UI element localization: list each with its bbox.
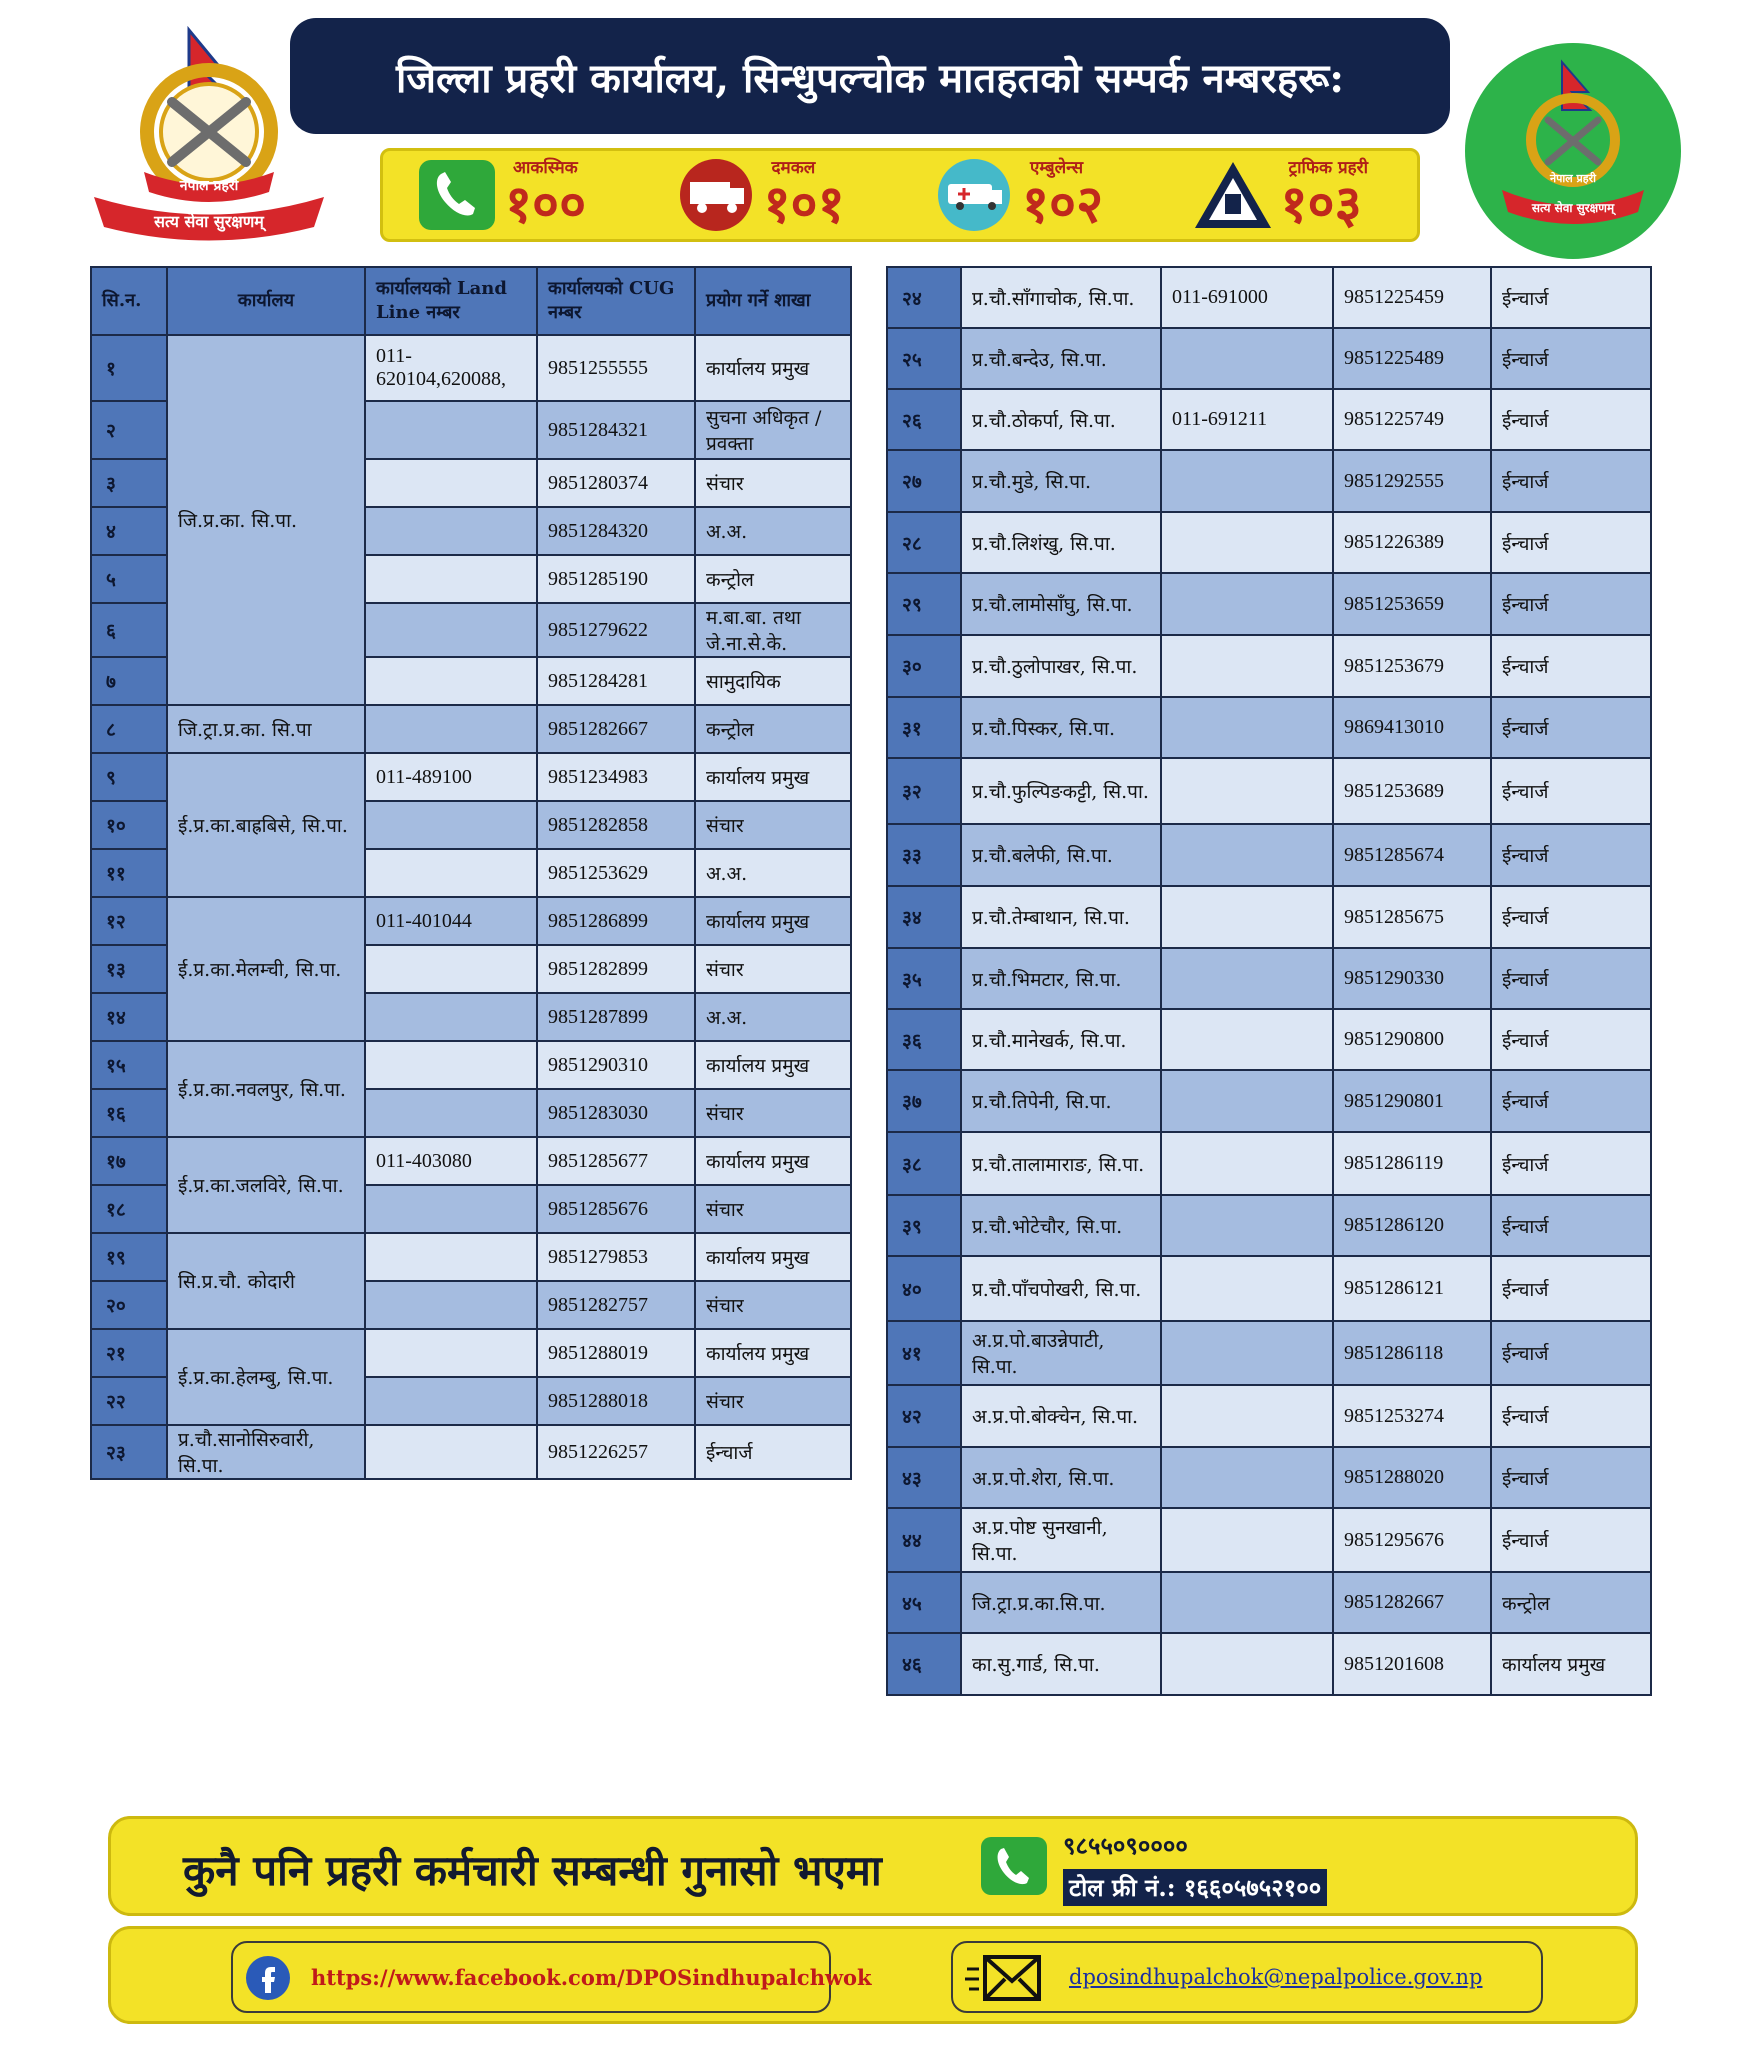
- col-header-sn: सि.न.: [91, 267, 167, 335]
- branch: ईन्चार्ज: [1491, 267, 1651, 328]
- landline-number: [365, 1233, 537, 1281]
- cug-number: 9851286119: [1333, 1132, 1491, 1195]
- office-name: प्र.चौ.तालामाराङ, सि.पा.: [961, 1132, 1161, 1195]
- office-name: प्र.चौ.मानेखर्क, सि.पा.: [961, 1009, 1161, 1070]
- landline-number: [365, 459, 537, 507]
- cug-number: 9851253659: [1333, 573, 1491, 635]
- landline-number: [365, 1425, 537, 1479]
- table-row: [887, 1256, 1651, 1321]
- cug-number: 9851286120: [1333, 1195, 1491, 1256]
- serial-number: ३७: [887, 1070, 961, 1132]
- table-row: [887, 635, 1651, 697]
- contacts-table-right: [886, 266, 1652, 1696]
- branch: कार्यालय प्रमुख: [695, 1329, 851, 1377]
- serial-number: २२: [91, 1377, 167, 1425]
- branch: ईन्चार्ज: [1491, 886, 1651, 948]
- landline-number: [1161, 1572, 1333, 1633]
- contacts-table-left: [90, 266, 852, 1480]
- office-name: सि.प्र.चौ. कोदारी: [167, 1233, 365, 1329]
- table-row: [91, 1137, 851, 1185]
- landline-number: [1161, 758, 1333, 824]
- cug-number: 9851226257: [537, 1425, 695, 1479]
- landline-number: [1161, 1132, 1333, 1195]
- cug-number: 9851288018: [537, 1377, 695, 1425]
- landline-number: [1161, 1447, 1333, 1508]
- emergency-label: एम्बुलेन्स: [1030, 157, 1084, 178]
- cug-number: 9851282667: [1333, 1572, 1491, 1633]
- emergency-item[interactable]: [642, 151, 901, 239]
- office-name: प्र.चौ.सानोसिरुवारी, सि.पा.: [167, 1425, 365, 1479]
- landline-number: [365, 945, 537, 993]
- branch: कन्ट्रोल: [1491, 1572, 1651, 1633]
- office-name: का.सु.गार्ड, सि.पा.: [961, 1633, 1161, 1695]
- toll-free-number[interactable]: टोल फ्री नं.: १६६०५७५२१००: [1063, 1869, 1327, 1906]
- serial-number: ४२: [887, 1385, 961, 1447]
- office-name: प्र.चौ.भिमटार, सि.पा.: [961, 948, 1161, 1009]
- table-row: [887, 389, 1651, 450]
- office-name: अ.प्र.पो.बाउन्नेपाटी, सि.पा.: [961, 1321, 1161, 1385]
- cug-number: 9851285677: [537, 1137, 695, 1185]
- branch: ईन्चार्ज: [1491, 824, 1651, 886]
- branch: ईन्चार्ज: [1491, 450, 1651, 512]
- branch: संचार: [695, 801, 851, 849]
- table-row: [887, 886, 1651, 948]
- table-row: [887, 1132, 1651, 1195]
- branch: संचार: [695, 1089, 851, 1137]
- serial-number: २६: [887, 389, 961, 450]
- emergency-label: दमकल: [771, 157, 816, 178]
- social-bar: [108, 1926, 1638, 2024]
- col-header-branch: प्रयोग गर्ने शाखा: [695, 267, 851, 335]
- serial-number: ३३: [887, 824, 961, 886]
- branch: ईन्चार्ज: [1491, 573, 1651, 635]
- cug-number: 9851225459: [1333, 267, 1491, 328]
- table-row: [887, 450, 1651, 512]
- table-row: [91, 1329, 851, 1377]
- emergency-number: १०३: [1280, 173, 1362, 235]
- landline-number: [1161, 1633, 1333, 1695]
- table-row: [91, 335, 851, 401]
- cug-number: 9851288020: [1333, 1447, 1491, 1508]
- branch: अ.अ.: [695, 993, 851, 1041]
- table-row: [887, 697, 1651, 758]
- serial-number: १०: [91, 801, 167, 849]
- landline-number: [365, 801, 537, 849]
- emergency-label: ट्राफिक प्रहरी: [1288, 157, 1369, 178]
- serial-number: ३१: [887, 697, 961, 758]
- serial-number: २०: [91, 1281, 167, 1329]
- table-row: [887, 1009, 1651, 1070]
- office-name: जि.ट्रा.प्र.का. सि.पा: [167, 705, 365, 753]
- landline-number: [1161, 635, 1333, 697]
- table-row: [91, 705, 851, 753]
- branch: ईन्चार्ज: [1491, 697, 1651, 758]
- cug-number: 9851282858: [537, 801, 695, 849]
- cug-number: 9851282757: [537, 1281, 695, 1329]
- serial-number: ४५: [887, 1572, 961, 1633]
- landline-number: [365, 1377, 537, 1425]
- branch: कार्यालय प्रमुख: [695, 1041, 851, 1089]
- cug-number: 9851282667: [537, 705, 695, 753]
- serial-number: ९: [91, 753, 167, 801]
- emergency-item[interactable]: [1159, 151, 1418, 239]
- office-name: प्र.चौ.ठोकर्पा, सि.पा.: [961, 389, 1161, 450]
- landline-number: 011-691211: [1161, 389, 1333, 450]
- serial-number: ४३: [887, 1447, 961, 1508]
- office-name: ई.प्र.का.जलविरे, सि.पा.: [167, 1137, 365, 1233]
- branch: कन्ट्रोल: [695, 705, 851, 753]
- office-name: प्र.चौ.तिपेनी, सि.पा.: [961, 1070, 1161, 1132]
- branch: कार्यालय प्रमुख: [695, 753, 851, 801]
- landline-number: [1161, 1009, 1333, 1070]
- col-header-office: कार्यालय: [167, 267, 365, 335]
- office-name: ई.प्र.का.हेलम्बु, सि.पा.: [167, 1329, 365, 1425]
- cug-number: 9851234983: [537, 753, 695, 801]
- serial-number: २१: [91, 1329, 167, 1377]
- col-header-landline: कार्यालयको Land Line नम्बर: [365, 267, 537, 335]
- serial-number: ३: [91, 459, 167, 507]
- cug-number: 9851226389: [1333, 512, 1491, 573]
- office-name: ई.प्र.का.बाह्रबिसे, सि.पा.: [167, 753, 365, 897]
- branch: कार्यालय प्रमुख: [695, 1233, 851, 1281]
- table-row: [887, 267, 1651, 328]
- table-row: [91, 897, 851, 945]
- landline-number: [365, 1041, 537, 1089]
- cug-number: 9851282899: [537, 945, 695, 993]
- landline-number: [1161, 328, 1333, 389]
- serial-number: ३६: [887, 1009, 961, 1070]
- grievance-text: कुनै पनि प्रहरी कर्मचारी सम्बन्धी गुनासो भएमा: [183, 1846, 882, 1895]
- serial-number: ३८: [887, 1132, 961, 1195]
- fire-truck-icon: [674, 156, 758, 234]
- office-name: प्र.चौ.पिस्कर, सि.पा.: [961, 697, 1161, 758]
- serial-number: २७: [887, 450, 961, 512]
- landline-number: [365, 401, 537, 459]
- serial-number: ६: [91, 603, 167, 657]
- branch: ईन्चार्ज: [1491, 1256, 1651, 1321]
- cug-number: 9851288019: [537, 1329, 695, 1377]
- serial-number: ३५: [887, 948, 961, 1009]
- landline-number: [1161, 450, 1333, 512]
- page-title: जिल्ला प्रहरी कार्यालय, सिन्धुपल्चोक मातहतको सम्पर्क नम्बरहरू:: [290, 18, 1450, 134]
- table-row: [887, 1385, 1651, 1447]
- landline-number: [365, 1185, 537, 1233]
- office-name: अ.प्र.पो.बोक्चेन, सि.पा.: [961, 1385, 1161, 1447]
- branch: कार्यालय प्रमुख: [695, 335, 851, 401]
- landline-number: [1161, 512, 1333, 573]
- office-name: प्र.चौ.ठुलोपाखर, सि.पा.: [961, 635, 1161, 697]
- branch: संचार: [695, 945, 851, 993]
- table-row: [887, 1447, 1651, 1508]
- landline-number: 011-620104,620088,: [365, 335, 537, 401]
- branch: ईन्चार्ज: [1491, 948, 1651, 1009]
- serial-number: २८: [887, 512, 961, 573]
- branch: ईन्चार्ज: [1491, 389, 1651, 450]
- grievance-mobile-number[interactable]: ९८५५०९००००: [1063, 1834, 1188, 1860]
- landline-number: [1161, 573, 1333, 635]
- branch: सामुदायिक: [695, 657, 851, 705]
- serial-number: ३२: [887, 758, 961, 824]
- cug-number: 9851290800: [1333, 1009, 1491, 1070]
- cug-number: 9851255555: [537, 335, 695, 401]
- table-row: [887, 824, 1651, 886]
- emergency-item[interactable]: [900, 151, 1159, 239]
- office-name: जि.प्र.का. सि.पा.: [167, 335, 365, 705]
- facebook-icon: [245, 1955, 291, 2001]
- serial-number: १८: [91, 1185, 167, 1233]
- table-row: [887, 1070, 1651, 1132]
- office-name: अ.प्र.पो.शेरा, सि.पा.: [961, 1447, 1161, 1508]
- serial-number: १९: [91, 1233, 167, 1281]
- serial-number: ४६: [887, 1633, 961, 1695]
- landline-number: [1161, 1321, 1333, 1385]
- landline-number: 011-691000: [1161, 267, 1333, 328]
- branch: संचार: [695, 459, 851, 507]
- landline-number: 011-403080: [365, 1137, 537, 1185]
- landline-number: 011-401044: [365, 897, 537, 945]
- cug-number: 9851279853: [537, 1233, 695, 1281]
- branch: ईन्चार्ज: [1491, 1447, 1651, 1508]
- emergency-number: १००: [505, 173, 587, 235]
- cug-number: 9851285676: [537, 1185, 695, 1233]
- cug-number: 9851284281: [537, 657, 695, 705]
- cug-number: 9851290310: [537, 1041, 695, 1089]
- cug-number: 9851283030: [537, 1089, 695, 1137]
- branch: अ.अ.: [695, 849, 851, 897]
- office-name: प्र.चौ.लामोसाँघु, सि.पा.: [961, 573, 1161, 635]
- branch: ईन्चार्ज: [1491, 328, 1651, 389]
- cug-number: 9851292555: [1333, 450, 1491, 512]
- serial-number: ४०: [887, 1256, 961, 1321]
- branch: संचार: [695, 1377, 851, 1425]
- branch: अ.अ.: [695, 507, 851, 555]
- phone-icon: [979, 1835, 1049, 1897]
- cug-number: 9851290801: [1333, 1070, 1491, 1132]
- nepal-police-emblem-right: [1462, 40, 1684, 262]
- serial-number: २: [91, 401, 167, 459]
- branch: सुचना अधिकृत /प्रवक्ता: [695, 401, 851, 459]
- serial-number: १४: [91, 993, 167, 1041]
- serial-number: १२: [91, 897, 167, 945]
- ambulance-icon: [932, 156, 1016, 234]
- office-name: जि.ट्रा.प्र.का.सि.पा.: [961, 1572, 1161, 1633]
- table-row: [91, 1041, 851, 1089]
- facebook-link-box[interactable]: [231, 1941, 872, 2013]
- cug-number: 9851290330: [1333, 948, 1491, 1009]
- branch: म.बा.बा. तथा जे.ना.से.के.: [695, 603, 851, 657]
- cug-number: 9851285190: [537, 555, 695, 603]
- landline-number: [365, 555, 537, 603]
- office-name: प्र.चौ.बन्देउ, सि.पा.: [961, 328, 1161, 389]
- phone-icon: [415, 156, 499, 234]
- landline-number: [365, 849, 537, 897]
- landline-number: [365, 705, 537, 753]
- svg-text:सत्य सेवा सुरक्षणम्: सत्य सेवा सुरक्षणम्: [154, 212, 264, 231]
- cug-number: 9851201608: [1333, 1633, 1491, 1695]
- landline-number: [365, 603, 537, 657]
- branch: ईन्चार्ज: [1491, 512, 1651, 573]
- email-link-box[interactable]: [951, 1941, 1543, 2013]
- branch: ईन्चार्ज: [1491, 635, 1651, 697]
- table-row: [887, 1508, 1651, 1572]
- branch: ईन्चार्ज: [1491, 1195, 1651, 1256]
- serial-number: ४४: [887, 1508, 961, 1572]
- landline-number: [1161, 1070, 1333, 1132]
- svg-text:नेपाल प्रहरी: नेपाल प्रहरी: [179, 178, 239, 194]
- office-name: प्र.चौ.फुल्पिङकट्टी, सि.पा.: [961, 758, 1161, 824]
- envelope-icon: [963, 1951, 1043, 2007]
- table-row: [887, 573, 1651, 635]
- grievance-banner: [108, 1816, 1638, 1916]
- serial-number: २३: [91, 1425, 167, 1479]
- cug-number: 9851286118: [1333, 1321, 1491, 1385]
- cug-number: 9851287899: [537, 993, 695, 1041]
- office-name: प्र.चौ.भोटेचौर, सि.पा.: [961, 1195, 1161, 1256]
- table-row: [91, 1425, 851, 1479]
- cug-number: 9851285674: [1333, 824, 1491, 886]
- facebook-url[interactable]: https://www.facebook.com/DPOSindhupalchwok: [311, 1965, 872, 1990]
- cug-number: 9851225749: [1333, 389, 1491, 450]
- branch: ईन्चार्ज: [1491, 1070, 1651, 1132]
- office-name: अ.प्र.पोष्ट सुनखानी, सि.पा.: [961, 1508, 1161, 1572]
- table-row: [91, 753, 851, 801]
- landline-number: [1161, 824, 1333, 886]
- table-row: [887, 758, 1651, 824]
- cug-number: 9851286899: [537, 897, 695, 945]
- branch: ईन्चार्ज: [695, 1425, 851, 1479]
- traffic-police-icon: [1191, 156, 1275, 234]
- emergency-item[interactable]: [383, 151, 642, 239]
- branch: कन्ट्रोल: [695, 555, 851, 603]
- landline-number: [1161, 1385, 1333, 1447]
- serial-number: ३९: [887, 1195, 961, 1256]
- table-row: [887, 1572, 1651, 1633]
- serial-number: २४: [887, 267, 961, 328]
- office-name: प्र.चौ.लिशंखु, सि.पा.: [961, 512, 1161, 573]
- landline-number: [365, 657, 537, 705]
- cug-number: 9851253679: [1333, 635, 1491, 697]
- table-header-row: [91, 267, 851, 335]
- landline-number: [365, 507, 537, 555]
- landline-number: 011-489100: [365, 753, 537, 801]
- office-name: ई.प्र.का.नवलपुर, सि.पा.: [167, 1041, 365, 1137]
- serial-number: १५: [91, 1041, 167, 1089]
- emergency-number: १०२: [1022, 173, 1104, 235]
- table-row: [887, 1633, 1651, 1695]
- serial-number: १७: [91, 1137, 167, 1185]
- branch: ईन्चार्ज: [1491, 1009, 1651, 1070]
- landline-number: [1161, 886, 1333, 948]
- serial-number: १: [91, 335, 167, 401]
- branch: ईन्चार्ज: [1491, 758, 1651, 824]
- cug-number: 9851253689: [1333, 758, 1491, 824]
- emergency-label: आकस्मिक: [513, 157, 578, 178]
- landline-number: [1161, 1195, 1333, 1256]
- serial-number: ३४: [887, 886, 961, 948]
- cug-number: 9869413010: [1333, 697, 1491, 758]
- serial-number: १३: [91, 945, 167, 993]
- office-name: प्र.चौ.मुडे, सि.पा.: [961, 450, 1161, 512]
- branch: ईन्चार्ज: [1491, 1321, 1651, 1385]
- landline-number: [365, 993, 537, 1041]
- cug-number: 9851286121: [1333, 1256, 1491, 1321]
- branch: कार्यालय प्रमुख: [695, 897, 851, 945]
- cug-number: 9851295676: [1333, 1508, 1491, 1572]
- branch: कार्यालय प्रमुख: [1491, 1633, 1651, 1695]
- landline-number: [365, 1089, 537, 1137]
- table-row: [887, 1195, 1651, 1256]
- serial-number: ४: [91, 507, 167, 555]
- cug-number: 9851285675: [1333, 886, 1491, 948]
- office-name: ई.प्र.का.मेलम्ची, सि.पा.: [167, 897, 365, 1041]
- serial-number: ११: [91, 849, 167, 897]
- email-address[interactable]: dposindhupalchok@nepalpolice.gov.np: [1069, 1965, 1483, 1989]
- cug-number: 9851225489: [1333, 328, 1491, 389]
- serial-number: १६: [91, 1089, 167, 1137]
- office-name: प्र.चौ.साँगाचोक, सि.पा.: [961, 267, 1161, 328]
- landline-number: [365, 1281, 537, 1329]
- svg-text:नेपाल प्रहरी: नेपाल प्रहरी: [1550, 172, 1596, 185]
- emergency-numbers-bar: [380, 148, 1420, 242]
- serial-number: २५: [887, 328, 961, 389]
- office-name: प्र.चौ.पाँचपोखरी, सि.पा.: [961, 1256, 1161, 1321]
- landline-number: [365, 1329, 537, 1377]
- branch: ईन्चार्ज: [1491, 1508, 1651, 1572]
- landline-number: [1161, 1508, 1333, 1572]
- table-row: [887, 328, 1651, 389]
- col-header-cug: कार्यालयको CUG नम्बर: [537, 267, 695, 335]
- landline-number: [1161, 697, 1333, 758]
- cug-number: 9851280374: [537, 459, 695, 507]
- cug-number: 9851284320: [537, 507, 695, 555]
- landline-number: [1161, 948, 1333, 1009]
- cug-number: 9851253274: [1333, 1385, 1491, 1447]
- table-row: [887, 948, 1651, 1009]
- cug-number: 9851284321: [537, 401, 695, 459]
- landline-number: [1161, 1256, 1333, 1321]
- table-row: [887, 1321, 1651, 1385]
- table-row: [91, 1233, 851, 1281]
- cug-number: 9851279622: [537, 603, 695, 657]
- branch: संचार: [695, 1185, 851, 1233]
- office-name: प्र.चौ.तेम्बाथान, सि.पा.: [961, 886, 1161, 948]
- serial-number: ८: [91, 705, 167, 753]
- serial-number: २९: [887, 573, 961, 635]
- branch: ईन्चार्ज: [1491, 1132, 1651, 1195]
- branch: ईन्चार्ज: [1491, 1385, 1651, 1447]
- cug-number: 9851253629: [537, 849, 695, 897]
- office-name: प्र.चौ.बलेफी, सि.पा.: [961, 824, 1161, 886]
- table-row: [887, 512, 1651, 573]
- emergency-number: १०१: [763, 173, 845, 235]
- branch: संचार: [695, 1281, 851, 1329]
- serial-number: ३०: [887, 635, 961, 697]
- svg-text:सत्य सेवा सुरक्षणम्: सत्य सेवा सुरक्षणम्: [1531, 201, 1615, 215]
- serial-number: ५: [91, 555, 167, 603]
- branch: कार्यालय प्रमुख: [695, 1137, 851, 1185]
- serial-number: ४१: [887, 1321, 961, 1385]
- serial-number: ७: [91, 657, 167, 705]
